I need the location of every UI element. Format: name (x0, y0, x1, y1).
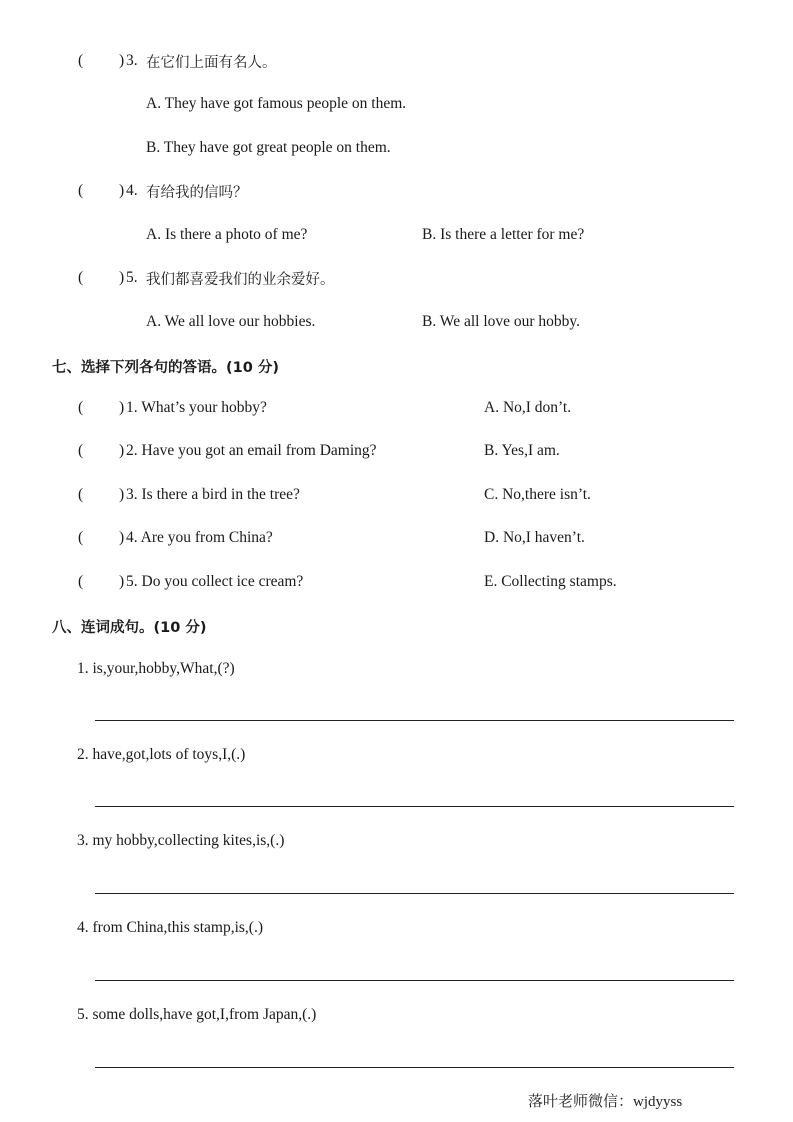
answer-blank-open[interactable]: ( (78, 182, 84, 199)
answer-line[interactable] (95, 1067, 734, 1068)
answer-line[interactable] (95, 720, 734, 721)
answer-blank-open[interactable]: ( (78, 399, 84, 416)
sentence-prompt: 5. some dolls,have got,I,from Japan,(.) (77, 1006, 317, 1023)
sentence-prompt: 3. my hobby,collecting kites,is,(.) (77, 832, 285, 849)
answer-blank-open[interactable]: ( (78, 486, 84, 503)
answer-blank-open[interactable]: ( (78, 529, 84, 546)
footer-watermark: 落叶老师微信：wjdyyss (528, 1094, 683, 1110)
section-8-heading: 八、连词成句。(10 分) (52, 620, 207, 636)
answer-blank-close: ) (119, 399, 125, 416)
question-text: 有给我的信吗？ (146, 185, 248, 201)
option-a[interactable]: A. Is there a photo of me? (146, 226, 308, 243)
answer-blank-close: ) (119, 486, 125, 503)
answer-blank-close: ) (119, 442, 125, 459)
option-a[interactable]: A. They have got famous people on them. (146, 95, 407, 112)
answer-option: A. No,I don’t. (484, 399, 572, 416)
answer-blank-close: ) (119, 269, 125, 286)
sentence-prompt: 1. is,your,hobby,What,(?) (77, 660, 235, 677)
question-number: 3. (126, 52, 138, 69)
answer-line[interactable] (95, 806, 734, 807)
sentence-prompt: 4. from China,this stamp,is,(.) (77, 919, 263, 936)
question-text: 2. Have you got an email from Daming? (126, 442, 377, 459)
answer-option: D. No,I haven’t. (484, 529, 585, 546)
question-number: 4. (126, 182, 138, 199)
answer-blank-open[interactable]: ( (78, 52, 84, 69)
question-text: 在它们上面有名人。 (146, 55, 277, 71)
answer-option: C. No,there isn’t. (484, 486, 591, 503)
question-text: 5. Do you collect ice cream? (126, 573, 304, 590)
question-text: 1. What’s your hobby? (126, 399, 267, 416)
answer-blank-close: ) (119, 52, 125, 69)
answer-option: B. Yes,I am. (484, 442, 560, 459)
option-b[interactable]: B. Is there a letter for me? (422, 226, 585, 243)
answer-line[interactable] (95, 893, 734, 894)
question-text: 我们都喜爱我们的业余爱好。 (146, 272, 335, 288)
answer-blank-close: ) (119, 573, 125, 590)
question-text: 4. Are you from China? (126, 529, 273, 546)
question-number: 5. (126, 269, 138, 286)
answer-blank-close: ) (119, 529, 125, 546)
answer-option: E. Collecting stamps. (484, 573, 617, 590)
section-7-heading: 七、选择下列各句的答语。(10 分) (52, 360, 279, 376)
question-text: 3. Is there a bird in the tree? (126, 486, 300, 503)
option-b[interactable]: B. We all love our hobby. (422, 313, 581, 330)
option-b[interactable]: B. They have got great people on them. (146, 139, 391, 156)
sentence-prompt: 2. have,got,lots of toys,I,(.) (77, 746, 246, 763)
answer-line[interactable] (95, 980, 734, 981)
answer-blank-close: ) (119, 182, 125, 199)
answer-blank-open[interactable]: ( (78, 269, 84, 286)
answer-blank-open[interactable]: ( (78, 442, 84, 459)
option-a[interactable]: A. We all love our hobbies. (146, 313, 316, 330)
answer-blank-open[interactable]: ( (78, 573, 84, 590)
